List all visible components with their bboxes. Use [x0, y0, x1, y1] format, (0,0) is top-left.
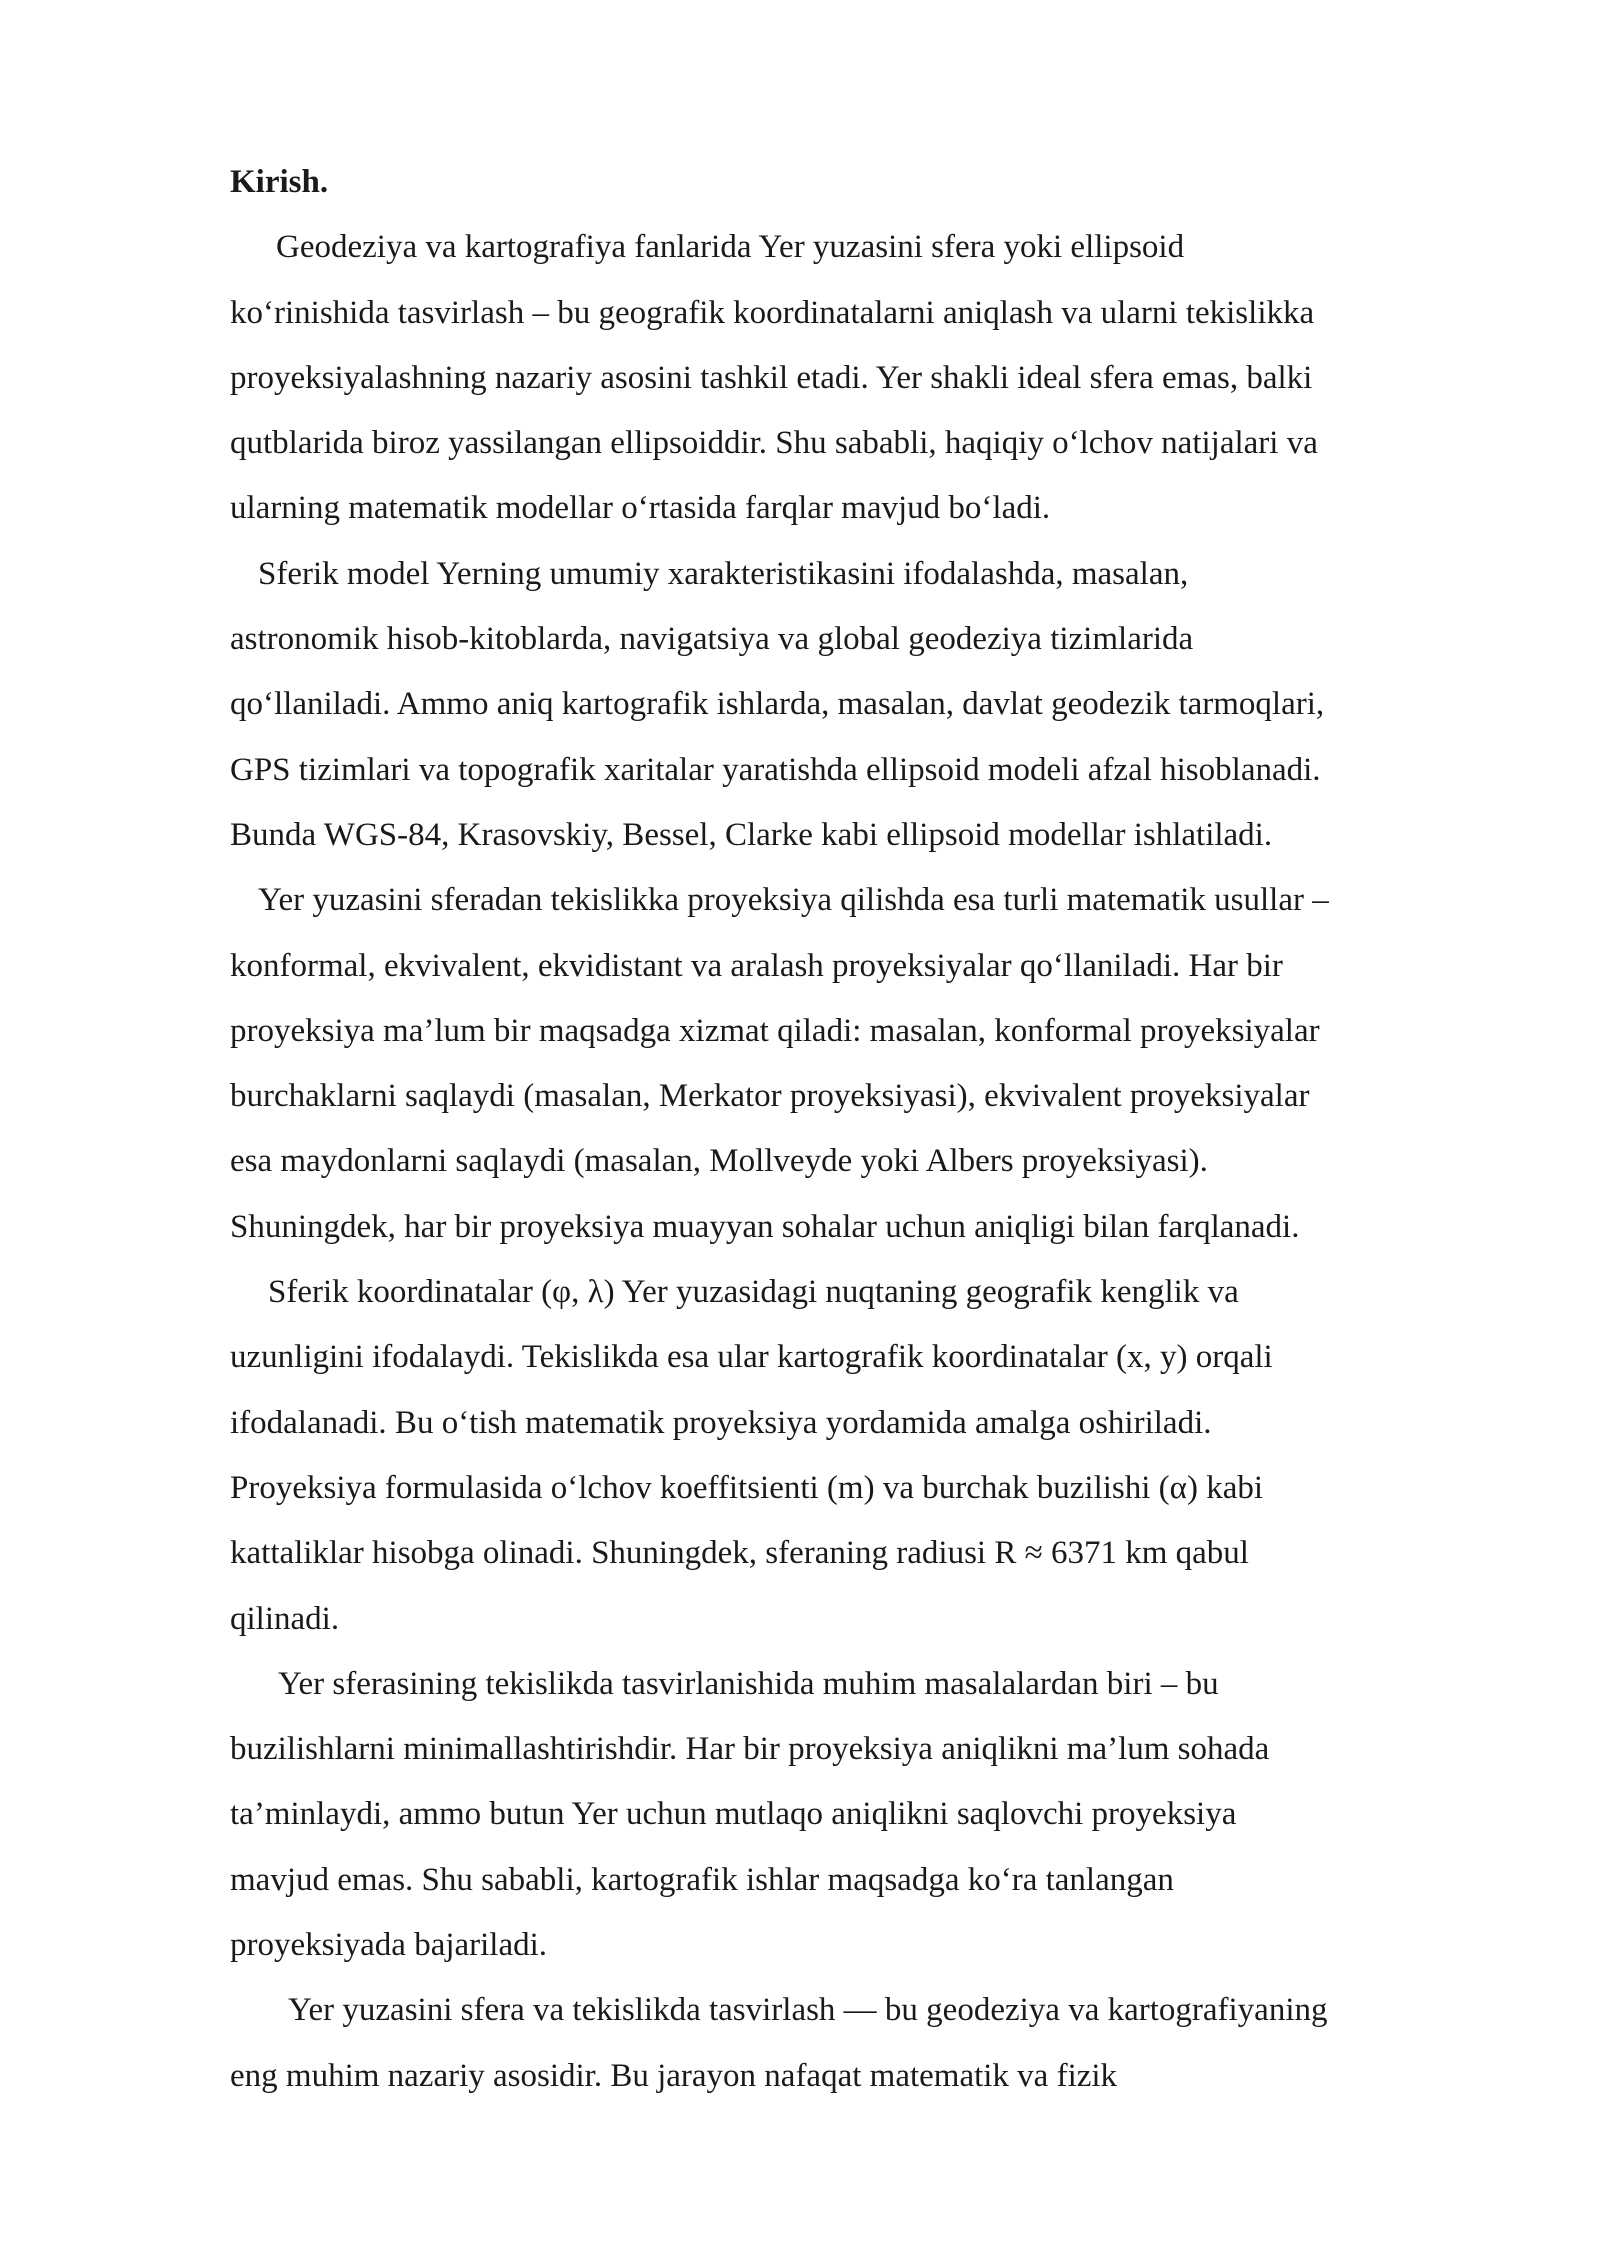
- paragraph-3: [230, 868, 1505, 1260]
- text-line: qoʻllaniladi. Ammo aniq kartografik ishlarda, masalan, davlat geodezik tarmoqlari,: [230, 686, 1325, 723]
- text-line: buzilishlarni minimallashtirishdir. Har bir proyeksiya aniqlikni ma’lum sohada: [230, 1731, 1270, 1768]
- text-line: Sferik koordinatalar (φ, λ) Yer yuzasidagi nuqtaning geografik kenglik va: [268, 1274, 1239, 1311]
- text-line: GPS tizimlari va topografik xaritalar yaratishda ellipsoid modeli afzal hisoblanadi.: [230, 751, 1321, 788]
- text-line: eng muhim nazariy asosidir. Bu jarayon nafaqat matematik va fizik: [230, 2057, 1118, 2094]
- text-line: burchaklarni saqlaydi (masalan, Merkator proyeksiyasi), ekvivalent proyeksiyalar: [230, 1078, 1310, 1115]
- text-line: Geodeziya va kartografiya fanlarida Yer yuzasini sfera yoki ellipsoid: [276, 229, 1185, 266]
- text-line: Yer yuzasini sfera va tekislikda tasvirlash — bu geodeziya va kartografiyaning: [288, 1992, 1328, 2029]
- text-line: Bunda WGS-84, Krasovskiy, Bessel, Clarke kabi ellipsoid modellar ishlatiladi.: [230, 816, 1273, 853]
- text-line: proyeksiyada bajariladi.: [230, 1927, 548, 1964]
- text-line: ularning matematik modellar oʻrtasida farqlar mavjud boʻladi.: [230, 490, 1051, 527]
- text-line: Yer yuzasini sferadan tekislikka proyeksiya qilishda esa turli matematik usullar –: [258, 882, 1329, 919]
- paragraph-5: [230, 1652, 1505, 1978]
- text-line: ifodalanadi. Bu oʻtish matematik proyeksiya yordamida amalga oshiriladi.: [230, 1404, 1212, 1441]
- text-line: astronomik hisob-kitoblarda, navigatsiya va global geodeziya tizimlarida: [230, 621, 1194, 658]
- text-line: proyeksiyalashning nazariy asosini tashkil etadi. Yer shakli ideal sfera emas, balki: [230, 359, 1313, 396]
- text-line: uzunligini ifodalaydi. Tekislikda esa ular kartografik koordinatalar (x, y) orqali: [230, 1339, 1273, 1376]
- text-line: Proyeksiya formulasida oʻlchov koeffitsienti (m) va burchak buzilishi (α) kabi: [230, 1469, 1264, 1506]
- text-line: qutblarida biroz yassilangan ellipsoiddir. Shu sababli, haqiqiy oʻlchov natijalari va: [230, 425, 1318, 462]
- section-heading: Kirish.: [230, 164, 329, 200]
- text-line: ta’minlaydi, ammo butun Yer uchun mutlaqo aniqlikni saqlovchi proyeksiya: [230, 1796, 1237, 1833]
- paragraph-4: [230, 1260, 1505, 1652]
- text-line: Sferik model Yerning umumiy xarakteristikasini ifodalashda, masalan,: [258, 555, 1189, 592]
- document-body: [230, 150, 1505, 2109]
- text-line: konformal, ekvivalent, ekvidistant va aralash proyeksiyalar qoʻllaniladi. Har bir: [230, 947, 1283, 984]
- text-line: mavjud emas. Shu sababli, kartografik ishlar maqsadga koʻra tanlangan: [230, 1861, 1174, 1898]
- text-line: qilinadi.: [230, 1600, 340, 1637]
- paragraph-2: [230, 542, 1505, 868]
- text-line: esa maydonlarni saqlaydi (masalan, Mollveyde yoki Albers proyeksiyasi).: [230, 1143, 1208, 1180]
- paragraph-1: [230, 215, 1505, 541]
- text-line: kattaliklar hisobga olinadi. Shuningdek, sferaning radiusi R ≈ 6371 km qabul: [230, 1535, 1249, 1572]
- text-line: proyeksiya ma’lum bir maqsadga xizmat qiladi: masalan, konformal proyeksiyalar: [230, 1012, 1320, 1049]
- text-line: Shuningdek, har bir proyeksiya muayyan sohalar uchun aniqligi bilan farqlanadi.: [230, 1208, 1300, 1245]
- text-line: koʻrinishida tasvirlash – bu geografik koordinatalarni aniqlash va ularni tekislikka: [230, 294, 1315, 331]
- paragraph-6: [230, 1978, 1505, 2109]
- text-line: Yer sferasining tekislikda tasvirlanishida muhim masalalardan biri – bu: [278, 1665, 1219, 1702]
